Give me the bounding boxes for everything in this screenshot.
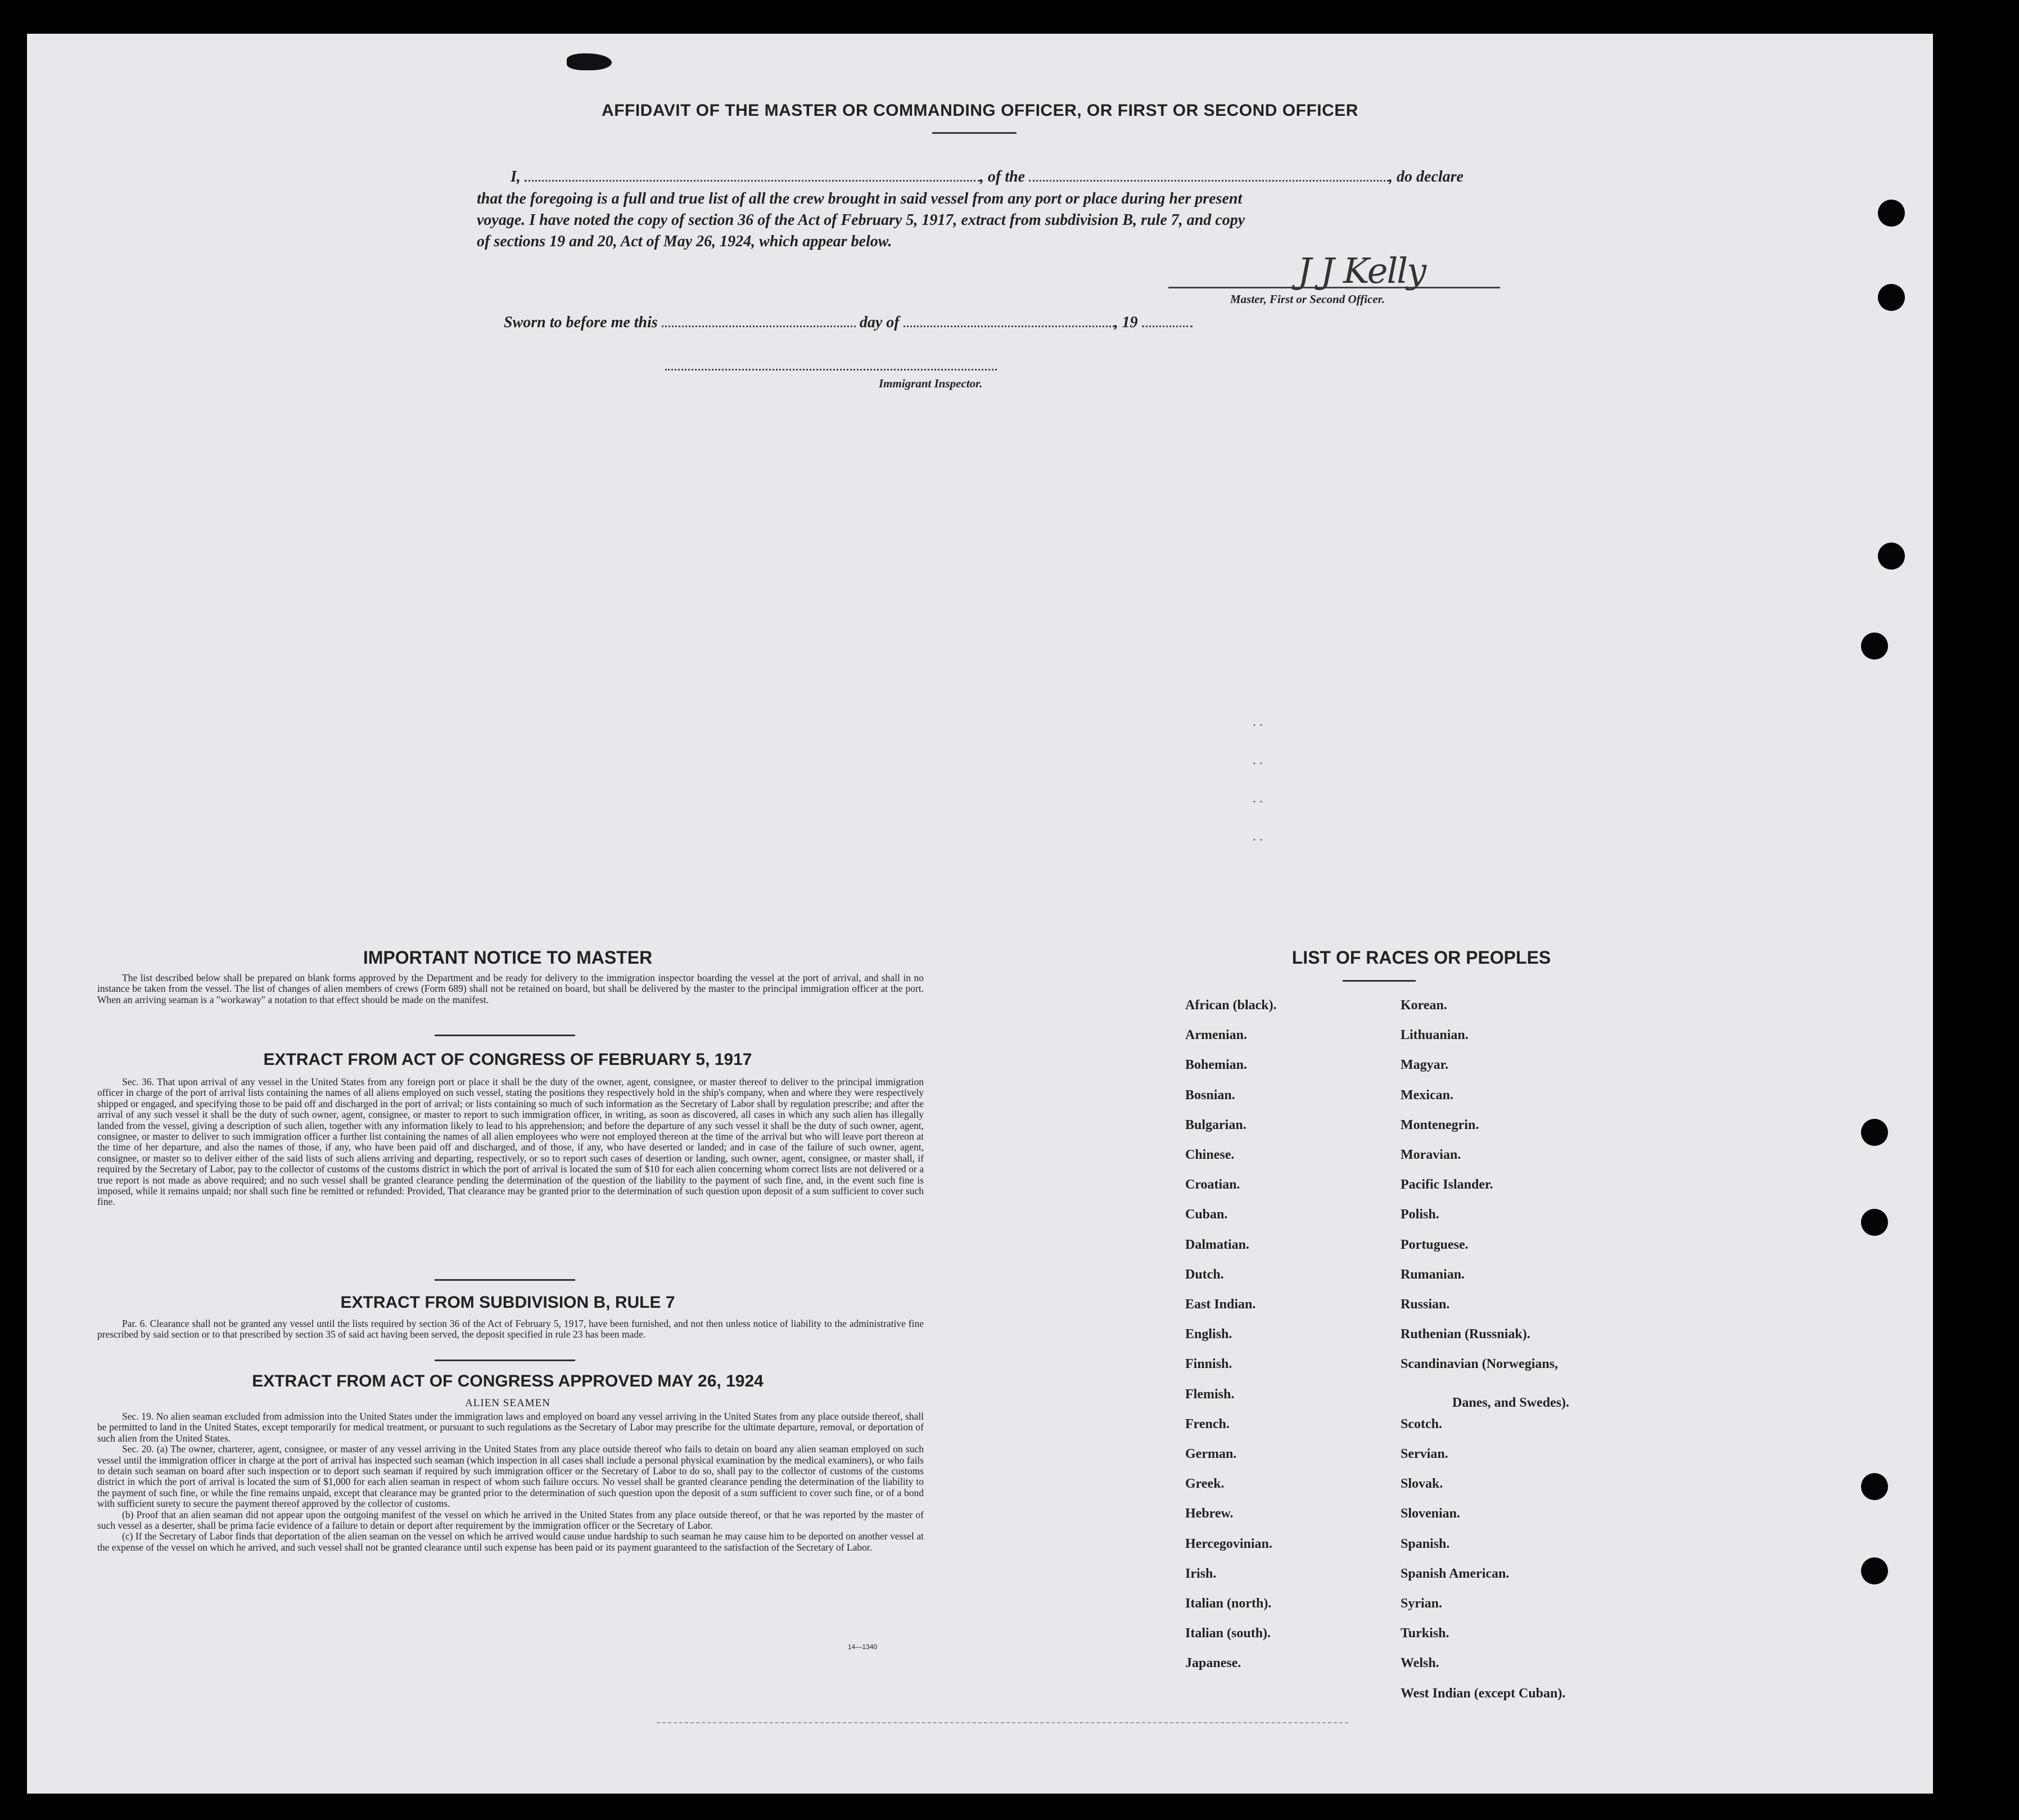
punch-hole (1861, 1209, 1888, 1236)
punch-hole (1861, 1119, 1888, 1146)
punch-hole (1861, 1473, 1888, 1500)
race-item: Dutch. (1185, 1267, 1224, 1282)
race-item: Lithuanian. (1401, 1028, 1469, 1043)
notice-paragraph: The list described below shall be prepared on blank forms approved by the Department and be ready for delivery to the immigration inspector boarding the vessel at the port of arrival, and shall in no instance be taken from the vessel. The list of changes of alien members of crews (Form 689) shall not be retained on board, but shall be delivered by the master to the principal immigration officer at the port. When an arriving seaman is a "workaway" a notation to that effect should be made on the manifest. (97, 972, 924, 1005)
punch-hole (1861, 633, 1888, 660)
race-item: Finnish. (1185, 1357, 1232, 1372)
race-item: Japanese. (1185, 1656, 1241, 1671)
stray-marks: . . . . . . . . (1253, 715, 1263, 844)
extract-1924-title: EXTRACT FROM ACT OF CONGRESS APPROVED MAY 26, 1924 (252, 1372, 764, 1390)
race-item: East Indian. (1185, 1297, 1256, 1312)
race-item: African (black). (1185, 998, 1277, 1013)
race-item: Greek. (1185, 1476, 1225, 1492)
inspector-signature-line[interactable] (665, 369, 997, 371)
section-20b-paragraph: (b) Proof that an alien seaman did not appear upon the outgoing manifest of the vessel on which he arrived in the United States from any place outside thereof, or that he was reported by the master of such vessel as a deserter, shall be prima facie evidence of a failure to detain or deport after requirement by the immigration officer or the Secretary of Labor. (97, 1509, 924, 1532)
race-item: Italian (north). (1185, 1596, 1272, 1611)
vessel-field[interactable] (1029, 166, 1389, 182)
section-36-paragraph: Sec. 36. That upon arrival of any vessel in the United States from any foreign port or place it shall be the duty of the owner, agent, consignee, or master thereof to deliver to the principal immigration officer in charge of the port of arrival lists containing the names of all aliens employed on such vessel, stating the positions they respectively hold in the ship's company, when and where they were respectively shipped or engaged, and specifying those to be paid off and discharged in the port of arrival; or lists containing so much of such information as the Secretary of Labor shall by regulation prescribe; and after the arrival of any such vessel it shall be the duty of such owner, agent, consignee, or master to report to such immigration officer, in writing, as soon as discovered, all cases in which any such alien has illegally landed from the vessel, giving a description of such alien, together with any information likely to lead to his apprehension; and before the departure of any such vessel it shall be the duty of such owner, agent, consignee, or master to deliver to such immigration officer a further list containing the names of all alien employees who were not employed thereon at the time of the arrival but who will leave port thereon at the time of her departure, and also the names of those, if any, who have been paid off and discharged, and of those, if any, who have deserted or landed; and in case of the failure of such owner, agent, consignee, or master so to deliver either of the said lists of such aliens arriving and departing, respectively, or so to report such cases of desertion or landing, such owner, agent, consignee, or master shall, if required by the Secretary of Labor, pay to the collector of customs of the customs district in which the port of arrival is located the sum of $10 for each alien concerning whom correct lists are not delivered or a true report is not made as above required; and no such vessel shall be granted clearance pending the determination of the question of the liability to the payment of such fine, and, in the event such fine is imposed, while it remains unpaid; nor shall such fine be remitted or refunded: Provided, That clearance may be granted prior to the determination of such question upon deposit of a sum sufficient to cover such fine. (97, 1076, 924, 1208)
race-item: Scotch. (1401, 1416, 1442, 1431)
race-item: Servian. (1401, 1447, 1448, 1461)
extract-1917-rule (435, 1279, 575, 1281)
race-item: Slovak. (1401, 1476, 1443, 1492)
race-item: Bosnian. (1185, 1087, 1235, 1103)
section-19-paragraph: Sec. 19. No alien seaman excluded from admission into the United States under the immigration laws and employed on board any vessel arriving in the United States from any place outside thereof, shall be permitted to land in the United States, except temporarily for medical treatment, or pursuant to such regulations as the Secretary of Labor may prescribe for the ultimate departure, removal, or deportation of such alien from the United States. (97, 1411, 924, 1444)
sworn-year-field[interactable] (1142, 312, 1193, 327)
notice-body (97, 973, 924, 1005)
race-item: Scandinavian (Norwegians, (1401, 1357, 1559, 1372)
race-item: Korean. (1401, 998, 1447, 1013)
race-item: Syrian. (1401, 1596, 1443, 1611)
race-item: Rumanian. (1401, 1267, 1465, 1282)
race-item: Croatian. (1185, 1177, 1240, 1193)
declaration-i: I, (511, 168, 521, 186)
race-item: Irish. (1185, 1566, 1217, 1581)
notice-title: IMPORTANT NOTICE TO MASTER (363, 947, 653, 968)
race-item: Magyar. (1401, 1058, 1449, 1073)
declaration-do-declare: , do declare (1389, 168, 1464, 186)
declaration-of-the: , of the (979, 168, 1026, 186)
race-item: Bohemian. (1185, 1058, 1248, 1073)
form-sheet (27, 34, 1933, 1794)
section-20a-paragraph: Sec. 20. (a) The owner, charterer, agent, consignee, or master of any vessel arriving in the United States from any place outside thereof who fails to detain on board any alien seaman employed on such vessel until the immigration officer in charge at the port of arrival has inspected such seaman (which inspection in all cases shall include a personal physical examination by the medical examiners), or who fails to detain such seaman on board after such inspection or to deport such seaman if required by such immigration officer or the Secretary of Labor to do so, shall pay to the collector of customs of the customs district in which the port of arrival is located the sum of $1,000 for each alien seaman in respect of whom such failure occurs. No vessel shall be granted clearance pending the determination of the liability to the payment of such fine, or while the fine remains unpaid, except that clearance may be granted prior to the determination of such question upon the deposit of a sum sufficient to cover such fine, or of a bond with sufficient surety to secure the payment thereof approved by the collector of customs. (97, 1443, 924, 1510)
extract-1917-title: EXTRACT FROM ACT OF CONGRESS OF FEBRUARY 5, 1917 (263, 1050, 752, 1069)
extract-1917-body (97, 1077, 924, 1208)
race-item: German. (1185, 1447, 1237, 1461)
sworn-line (504, 312, 1193, 332)
declaration-line-1 (511, 166, 1464, 186)
race-item: Armenian. (1185, 1028, 1247, 1043)
paragraph-6: Par. 6. Clearance shall not be granted any vessel until the lists required by section 36 of the Act of February 5, 1917, have been furnished, and not then unless notice of liability to the administrative fine prescribed by said section or to that prescribed by section 35 of said act having been served, the deposit specified in rule 23 has been made. (97, 1318, 924, 1340)
form-number: 14—1340 (848, 1643, 878, 1651)
race-item: Cuban. (1185, 1207, 1228, 1222)
race-item: Dalmatian. (1185, 1237, 1249, 1252)
extract-rule7-body (97, 1318, 924, 1340)
extract-1924-body (97, 1411, 924, 1553)
race-item: Polish. (1401, 1207, 1439, 1222)
race-item: Hercegovinian. (1185, 1536, 1272, 1551)
punch-hole (1878, 543, 1905, 570)
race-item: Portuguese. (1401, 1237, 1469, 1252)
declaration-line-4: of sections 19 and 20, Act of May 26, 1924, which appear below. (477, 233, 892, 250)
race-item: Mexican. (1401, 1087, 1453, 1103)
race-item: Spanish American. (1401, 1566, 1510, 1581)
punch-hole (1878, 200, 1905, 227)
notice-rule (435, 1035, 575, 1036)
signature-caption: Master, First or Second Officer. (1230, 292, 1385, 306)
extract-rule7-rule (435, 1360, 575, 1361)
ink-blot (567, 53, 612, 70)
race-item: West Indian (except Cuban). (1401, 1686, 1566, 1701)
race-item: French. (1185, 1416, 1230, 1431)
signature: J J Kelly (1298, 250, 1426, 291)
race-item: Hebrew. (1185, 1506, 1234, 1521)
race-item: Spanish. (1401, 1536, 1450, 1551)
sworn-year-prefix: , 19 (1114, 314, 1138, 331)
race-item: Bulgarian. (1185, 1117, 1246, 1132)
title-rule (932, 132, 1017, 134)
section-20c-paragraph: (c) If the Secretary of Labor finds that deportation of the alien seaman on the vessel on which he arrived would cause undue hardship to such seaman he may cause him to be deported on another vessel at the expense of the vessel on which he arrived, and such vessel shall not be granted clearance until such expense has been paid or its payment guaranteed to the satisfaction of the Secretary of Labor. (97, 1530, 924, 1553)
punch-hole (1861, 1557, 1888, 1584)
sworn-day-of: day of (859, 314, 900, 331)
declaration-line-2: that the foregoing is a full and true list of all the crew brought in said vessel from any port or place during her present (477, 190, 1243, 207)
race-item: Montenegrin. (1401, 1117, 1479, 1132)
race-item: Russian. (1401, 1297, 1450, 1312)
race-item: Chinese. (1185, 1148, 1235, 1162)
inspector-caption: Immigrant Inspector. (879, 377, 983, 390)
race-item: Turkish. (1401, 1626, 1449, 1641)
fold-line (657, 1722, 1348, 1723)
declaration-line-3: voyage. I have noted the copy of section 36 of the Act of February 5, 1917, extract from subdivision B, rule 7, and copy (477, 211, 1245, 229)
extract-rule7-title: EXTRACT FROM SUBDIVISION B, RULE 7 (340, 1293, 675, 1312)
race-item: Italian (south). (1185, 1626, 1271, 1641)
race-item: Slovenian. (1401, 1506, 1461, 1521)
declaration-body (477, 188, 1537, 252)
races-rule (1343, 980, 1416, 982)
race-scandinavian-line-2: Danes, and Swedes). (1452, 1396, 1570, 1410)
name-field[interactable] (525, 166, 980, 182)
sworn-month-field[interactable] (904, 312, 1114, 327)
race-item: English. (1185, 1327, 1232, 1342)
sworn-day-field[interactable] (662, 312, 856, 327)
sworn-label: Sworn to before me this (504, 314, 658, 331)
punch-hole (1878, 284, 1905, 311)
race-item: Pacific Islander. (1401, 1177, 1493, 1193)
affidavit-title: AFFIDAVIT OF THE MASTER OR COMMANDING OFFICER, OR FIRST OR SECOND OFFICER (602, 101, 1358, 120)
race-item: Flemish. (1185, 1387, 1235, 1402)
race-item: Moravian. (1401, 1148, 1461, 1162)
race-item: Welsh. (1401, 1656, 1439, 1671)
races-title: LIST OF RACES OR PEOPLES (1291, 947, 1551, 968)
alien-seamen-subtitle: ALIEN SEAMEN (465, 1397, 550, 1409)
race-item: Ruthenian (Russniak). (1401, 1327, 1530, 1342)
